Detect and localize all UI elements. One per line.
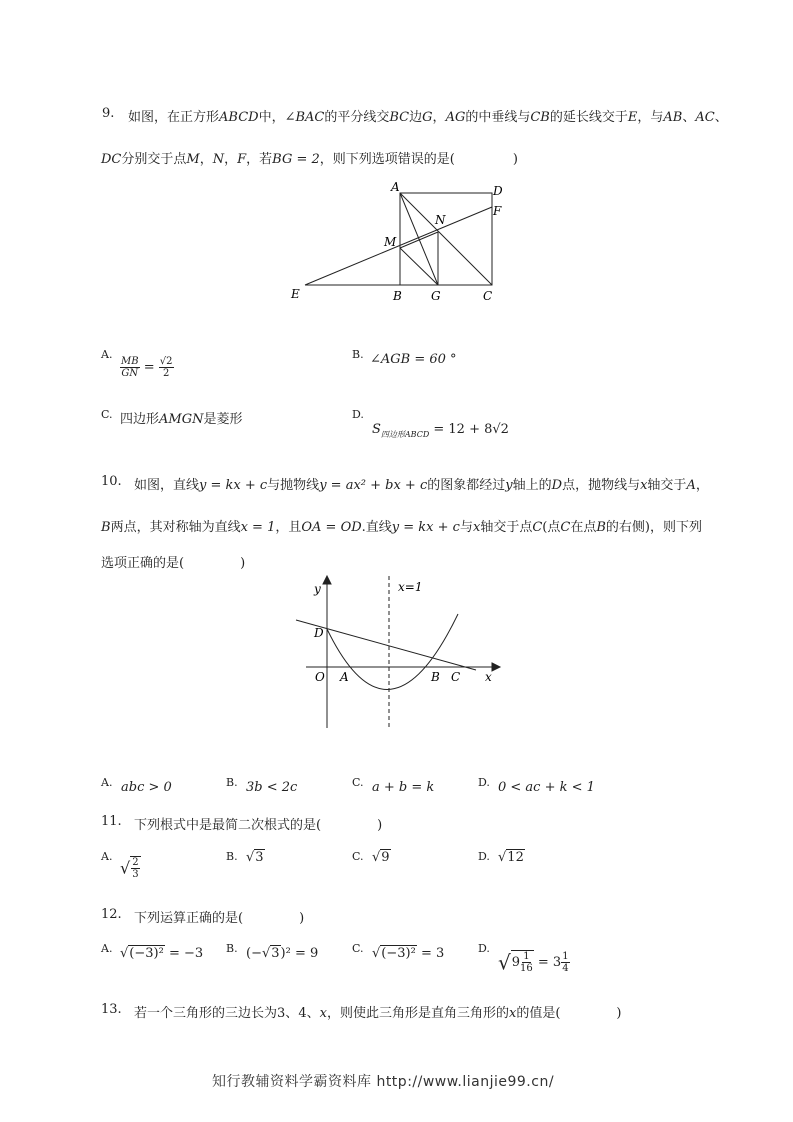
q11-number: 11. — [101, 814, 122, 829]
diagonal-ac — [400, 193, 492, 285]
q11-option-c-label: C. — [352, 850, 364, 863]
q9-option-b-label: B. — [352, 348, 364, 361]
q11-option-a-label: A. — [101, 850, 113, 863]
q12-option-b: (−√3)² = 9 — [246, 946, 319, 961]
q10-option-b: 3b < 2c — [246, 780, 298, 795]
q10-line-3: 选项正确的是( ) — [101, 556, 246, 571]
q12-option-a: √(−3)² = −3 — [120, 946, 204, 961]
q9-option-c: 四边形AMGN是菱形 — [120, 412, 243, 427]
q9-option-c-label: C. — [101, 408, 113, 421]
q9-option-a: $\frac{MB}{GN}$ = $\frac{√2}{2}$ — [121, 356, 173, 379]
label-n: N — [435, 213, 446, 227]
q12-option-a-label: A. — [101, 942, 113, 955]
q12-option-d-label: D. — [478, 942, 490, 955]
q9-option-d: $S_{四边形ABCD} = 12 + 8√2$ — [372, 422, 509, 439]
label-c: C — [451, 670, 461, 684]
q10-option-d-label: D. — [478, 776, 490, 789]
q11-option-a: √ $\frac{2}{3}$ — [120, 857, 139, 880]
q13-stem: 若一个三角形的三边长为3、4、x，则使此三角形是直角三角形的x的值是( ) — [134, 1006, 622, 1021]
q12-option-d: √9 $\frac{1}{16}$ = 3 $\frac{1}{4}$ — [498, 950, 569, 975]
label-axis-x-eq-1: x=1 — [398, 580, 423, 594]
label-d: D — [314, 626, 324, 640]
q9-number: 9. — [102, 106, 115, 121]
q12-number: 12. — [101, 907, 122, 922]
q12-option-c: √(−3)² = 3 — [372, 946, 445, 961]
q10-option-a: abc > 0 — [121, 780, 172, 795]
label-a: A — [340, 670, 349, 684]
footer-watermark: 知行教辅资料学霸资料库 http://www.lianjie99.cn/ — [212, 1074, 555, 1090]
label-c: C — [483, 289, 493, 303]
label-m: M — [384, 235, 397, 249]
q9-option-d-label: D. — [352, 408, 364, 421]
q9-option-b: ∠AGB = 60 ° — [370, 352, 457, 367]
line-mn — [400, 232, 438, 248]
q9-option-a-label: A. — [101, 348, 113, 361]
label-a: A — [391, 180, 400, 194]
q12-option-b-label: B. — [226, 942, 238, 955]
q9-line-2: DC分别交于点M，N，F，若BG = 2，则下列选项错误的是( ) — [101, 152, 518, 167]
q11-option-c: √9 — [372, 850, 390, 865]
label-b: B — [393, 289, 402, 303]
label-g: G — [431, 289, 441, 303]
q9-geometry-figure — [280, 178, 520, 308]
q12-stem: 下列运算正确的是( ) — [134, 911, 305, 926]
q11-option-d: √12 — [498, 850, 524, 865]
q10-option-a-label: A. — [101, 776, 113, 789]
q11-option-b-label: B. — [226, 850, 238, 863]
x-axis-arrow — [492, 663, 500, 671]
q10-option-b-label: B. — [226, 776, 238, 789]
q10-option-c-label: C. — [352, 776, 364, 789]
line-e-f — [305, 207, 492, 285]
y-axis-arrow — [323, 576, 331, 584]
q12-option-c-label: C. — [352, 942, 364, 955]
q9-line-1: 如图，在正方形ABCD中，∠BAC的平分线交BC边G，AG的中垂线与CB的延长线交于E，与AB、AC、 — [128, 110, 728, 125]
label-y: y — [314, 582, 321, 596]
label-e: E — [291, 287, 300, 301]
label-b: B — [431, 670, 440, 684]
label-x: x — [485, 670, 492, 684]
q10-option-d: 0 < ac + k < 1 — [498, 780, 595, 795]
line-ag — [400, 193, 438, 285]
q10-number: 10. — [101, 474, 122, 489]
q11-option-b: √3 — [246, 850, 264, 865]
q10-line-1: 如图，直线y = kx + c与抛物线y = ax² + bx + c的图象都经过y轴上的D点，抛物线与x轴交于A， — [134, 478, 709, 493]
q10-option-c: a + b = k — [372, 780, 435, 795]
label-o: O — [315, 670, 325, 684]
q10-function-graph — [290, 572, 510, 732]
q10-line-2: B两点，其对称轴为直线x = 1，且OA = OD.直线y = kx + c与x轴交于点C(点C在点B的右侧)，则下列 — [101, 520, 702, 535]
q13-number: 13. — [101, 1002, 122, 1017]
label-d: D — [493, 184, 503, 198]
q11-stem: 下列根式中是最简二次根式的是( ) — [134, 818, 383, 833]
label-f: F — [493, 204, 502, 218]
q11-option-d-label: D. — [478, 850, 490, 863]
line-mg — [400, 248, 438, 285]
